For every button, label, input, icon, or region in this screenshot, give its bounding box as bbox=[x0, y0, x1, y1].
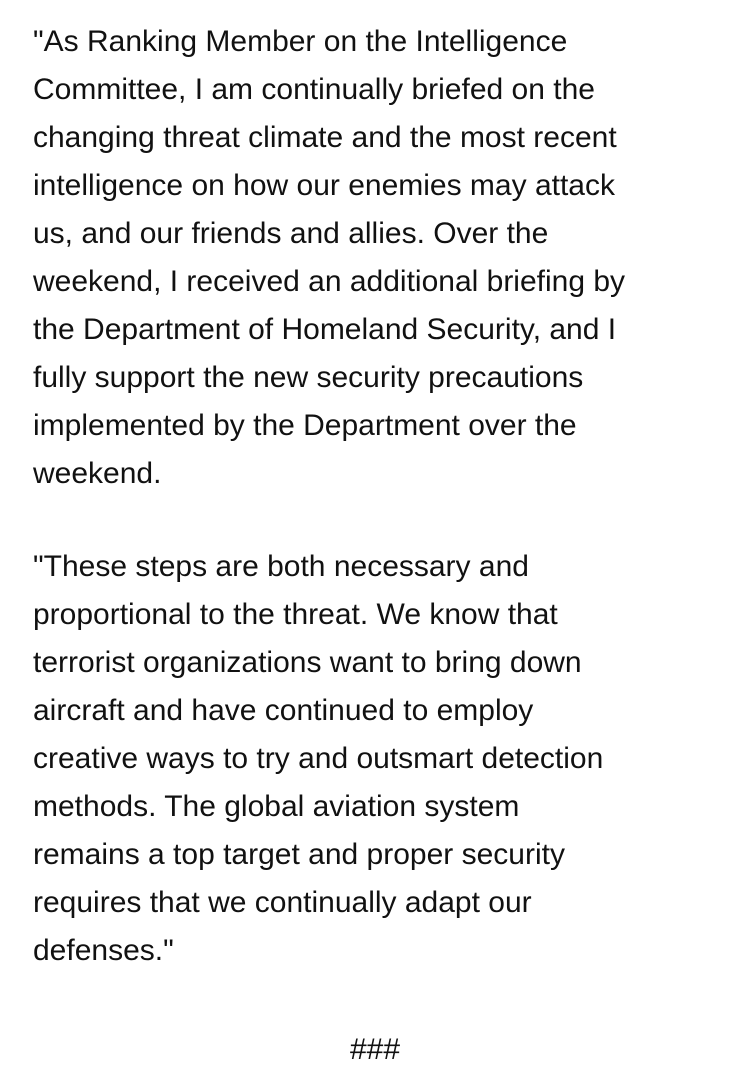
text-line: methods. The global aviation system bbox=[33, 790, 520, 823]
text-line: the Department of Homeland Security, and I bbox=[33, 313, 617, 346]
text-line: aircraft and have continued to employ bbox=[33, 694, 534, 727]
text-line: weekend, I received an additional briefing by bbox=[33, 265, 626, 298]
text-line: requires that we continually adapt our bbox=[33, 886, 532, 919]
text-line: creative ways to try and outsmart detection bbox=[33, 742, 604, 775]
text-line: defenses." bbox=[33, 934, 174, 967]
text-line: us, and our friends and allies. Over the bbox=[33, 217, 549, 250]
text-line: remains a top target and proper security bbox=[33, 838, 565, 871]
text-line: changing threat climate and the most recent bbox=[33, 121, 617, 154]
statement-paragraph-1 bbox=[33, 18, 625, 498]
text-line: fully support the new security precautions bbox=[33, 361, 584, 394]
text-line: "As Ranking Member on the Intelligence bbox=[33, 25, 568, 58]
text-line: Committee, I am continually briefed on the bbox=[33, 73, 595, 106]
text-line: implemented by the Department over the bbox=[33, 409, 577, 442]
text-line: proportional to the threat. We know that bbox=[33, 598, 558, 631]
end-of-release-mark: ### bbox=[349, 1033, 401, 1066]
statement-paragraph-2 bbox=[33, 543, 603, 975]
text-line: weekend. bbox=[33, 457, 162, 490]
text-line: "These steps are both necessary and bbox=[33, 550, 529, 583]
text-line: terrorist organizations want to bring down bbox=[33, 646, 582, 679]
text-line: intelligence on how our enemies may attack bbox=[33, 169, 615, 202]
